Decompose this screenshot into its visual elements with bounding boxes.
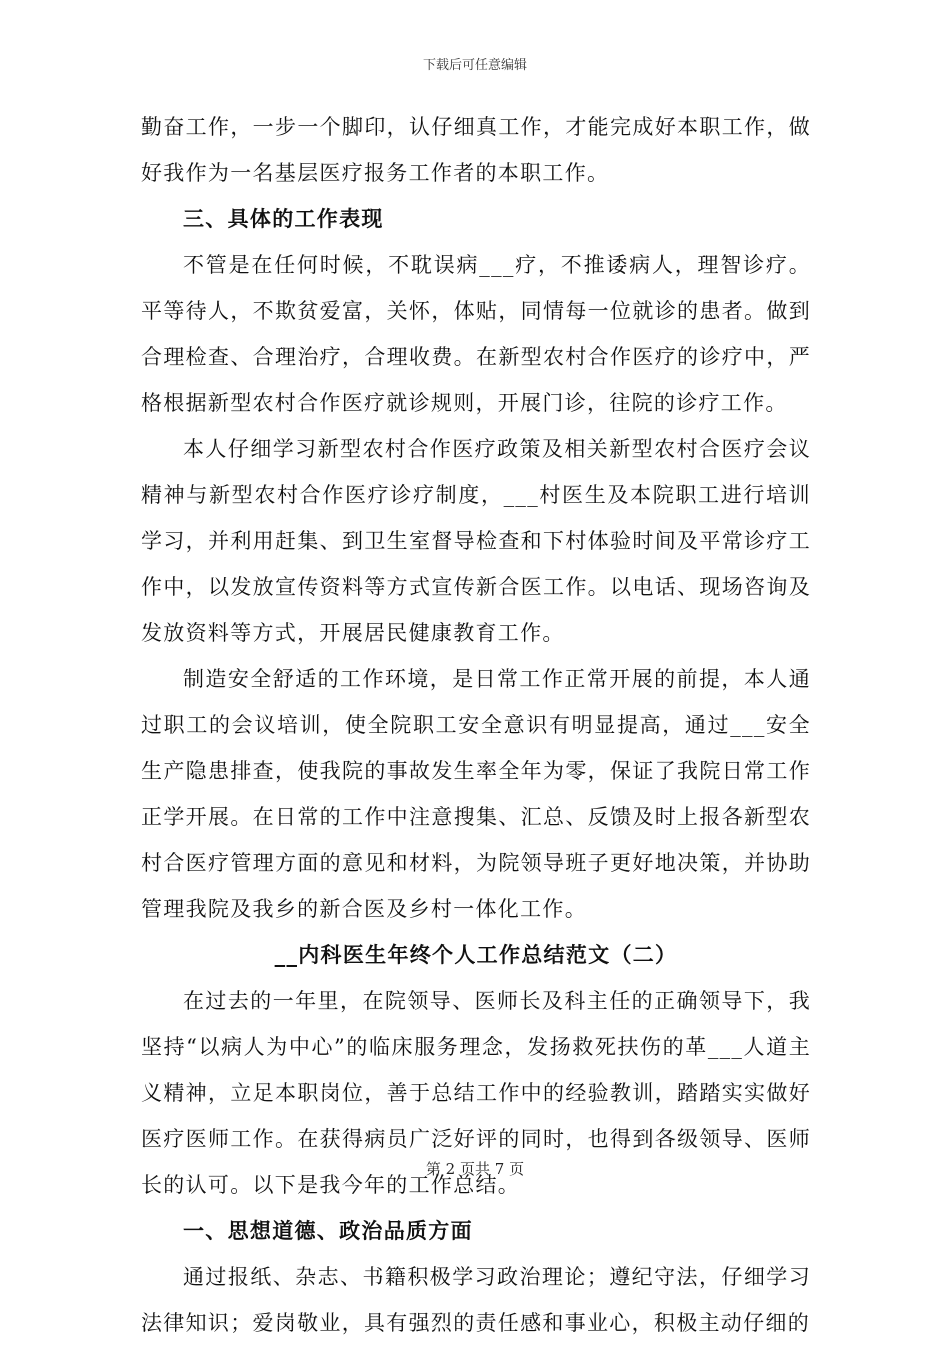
section-heading-work-performance: 三、具体的工作表现 [183,206,384,231]
paragraph-policy-study: 本人仔细学习新型农村合作医疗政策及相关新型农村合医疗会议精神与新型农村合作医疗诊疗制度，___村医生及本院职工进行培训学习，并利用赶集、到卫生室督导检查和下村体验时间及平常诊疗工作中，以发放宣传资料等方式宣传新合医工作。以电话、现场咨询及发放资料等方式，开展居民健康教育工作。 [141,437,811,645]
paragraph-safety: 制造安全舒适的工作环境，是日常工作正常开展的前提，本人通过职工的会议培训，使全院职工安全意识有明显提高，通过___安全生产隐患排查，使我院的事故发生率全年为零，保证了我院日常工作正学开展。在日常的工作中注意搜集、汇总、反馈及时上报各新型农村合医疗管理方面的意见和材料，为院领导班子更好地决策，并协助管理我院及我乡的新合医及乡村一体化工作。 [141,667,811,921]
paragraph-continuation: 勤奋工作，一步一个脚印，认仔细真工作，才能完成好本职工作，做好我作为一名基层医疗报务工作者的本职工作。 [141,115,811,185]
page-footer: 第 2 页共 7 页 [425,1160,525,1178]
paragraph-overview: 在过去的一年里，在院领导、医师长及科主任的正确领导下，我坚持“以病人为中心”的临床服务理念，发扬救死扶伤的革___人道主义精神，立足本职岗位，善于总结工作中的经验教训，踏踏实实做好医疗医师工作。在获得病员广泛好评的同时，也得到各级领导、医师长的认可。以下是我今年的工作总结。 [141,989,811,1197]
article-title-part-two: __内科医生年终个人工作总结范文（二） [274,942,678,967]
paragraph-political-study: 通过报纸、杂志、书籍积极学习政治理论；遵纪守法，仔细学习法律知识；爱岗敬业，具有强烈的责任感和事业心，积极主动仔细的 [141,1265,811,1335]
paragraph-diagnosis: 不管是在任何时候，不耽误病___疗，不推诿病人，理智诊疗。平等待人，不欺贫爱富，关怀，体贴，同情每一位就诊的患者。做到合理检查、合理治疗，合理收费。在新型农村合作医疗的诊疗中，严格根据新型农村合作医疗就诊规则，开展门诊，往院的诊疗工作。 [141,253,811,415]
section-heading-ethics: 一、思想道德、政治品质方面 [183,1218,473,1243]
page-header: 下载后可任意编辑 [422,58,527,73]
